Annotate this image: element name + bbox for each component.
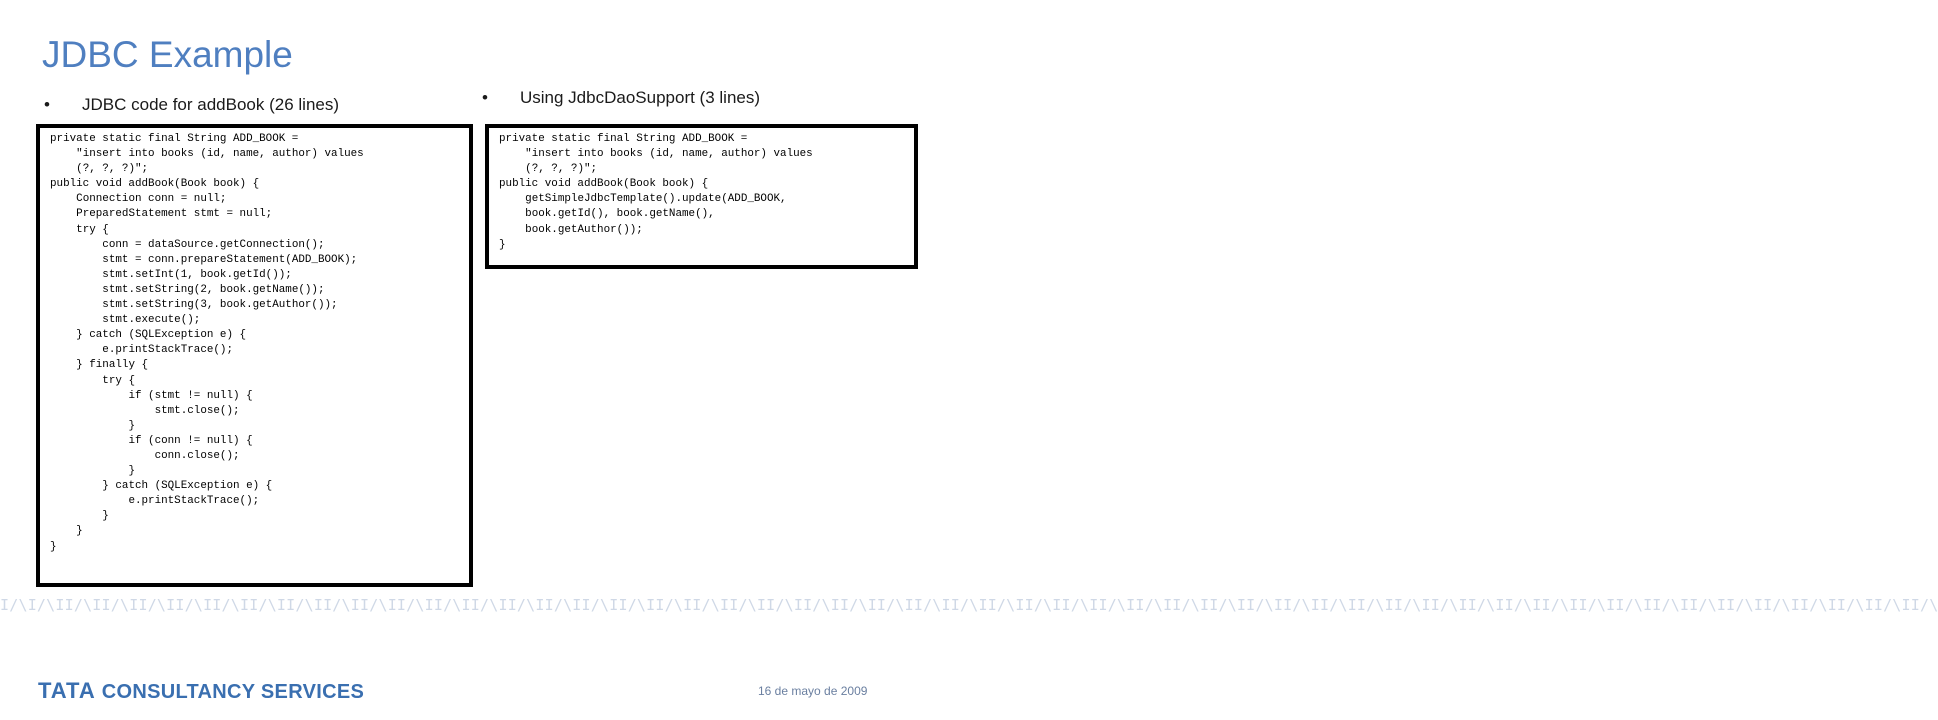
right-bullet-text: Using JdbcDaoSupport (3 lines) bbox=[520, 88, 761, 107]
logo-tata: TATA bbox=[38, 678, 96, 703]
bullet-dot: • bbox=[482, 88, 488, 107]
left-bullet bbox=[44, 95, 339, 115]
jdbc-code-box bbox=[36, 124, 473, 587]
right-bullet bbox=[482, 88, 760, 108]
tcs-logo bbox=[38, 678, 364, 704]
logo-consultancy-services: CONSULTANCY SERVICES bbox=[101, 681, 365, 703]
left-bullet-text: JDBC code for addBook (26 lines) bbox=[82, 95, 340, 114]
jdbc-code: private static final String ADD_BOOK = "insert into books (id, name, author) values (?, ?, ?)"; public void addBook(Book book) { Connection conn = null; PreparedStatement stmt = null; try { conn = dataSource.getConnection(); stmt = conn.prepareStatement(ADD_BOOK); stmt.setInt(1, book.getId()); stmt.setString(2, book.getName()); stmt.setString(3, book.getAuthor()); stmt.execute(); } catch (SQLException e) { e.printStackTrace(); } finally { try { if (stmt != null) { stmt.close(); } if (conn != null) { conn.close(); } } catch (SQLException e) { e.printStackTrace(); } } } bbox=[50, 133, 364, 553]
jdbcdaosupport-code-box bbox=[485, 124, 918, 269]
slide-date: 16 de mayo de 2009 bbox=[758, 684, 868, 698]
slide-title: JDBC Example bbox=[42, 34, 293, 75]
bullet-dot: • bbox=[44, 95, 50, 114]
decorative-pattern-strip: I/\I/\II/\II/\II/\II/\II/\II/\II/\II/\II/\II/\II/\II/\II/\II/\II/\II/\II/\II/\II/\II/\II/\II/\II/\II/\II/\II/\II/\II/\II/\II/\II/\II/\II/\II/\II/\II/\II/\II/\II/\II/\II/\II/\II/\II/\II/\II/\II/\II/\II/\II/\II/\ bbox=[0, 596, 1938, 614]
jdbcdaosupport-code: private static final String ADD_BOOK = "insert into books (id, name, author) values (?, ?, ?)"; public void addBook(Book book) { getSimpleJdbcTemplate().update(ADD_BOOK, book.getId(), book.getName(), book.getAuthor()); } bbox=[499, 133, 813, 251]
